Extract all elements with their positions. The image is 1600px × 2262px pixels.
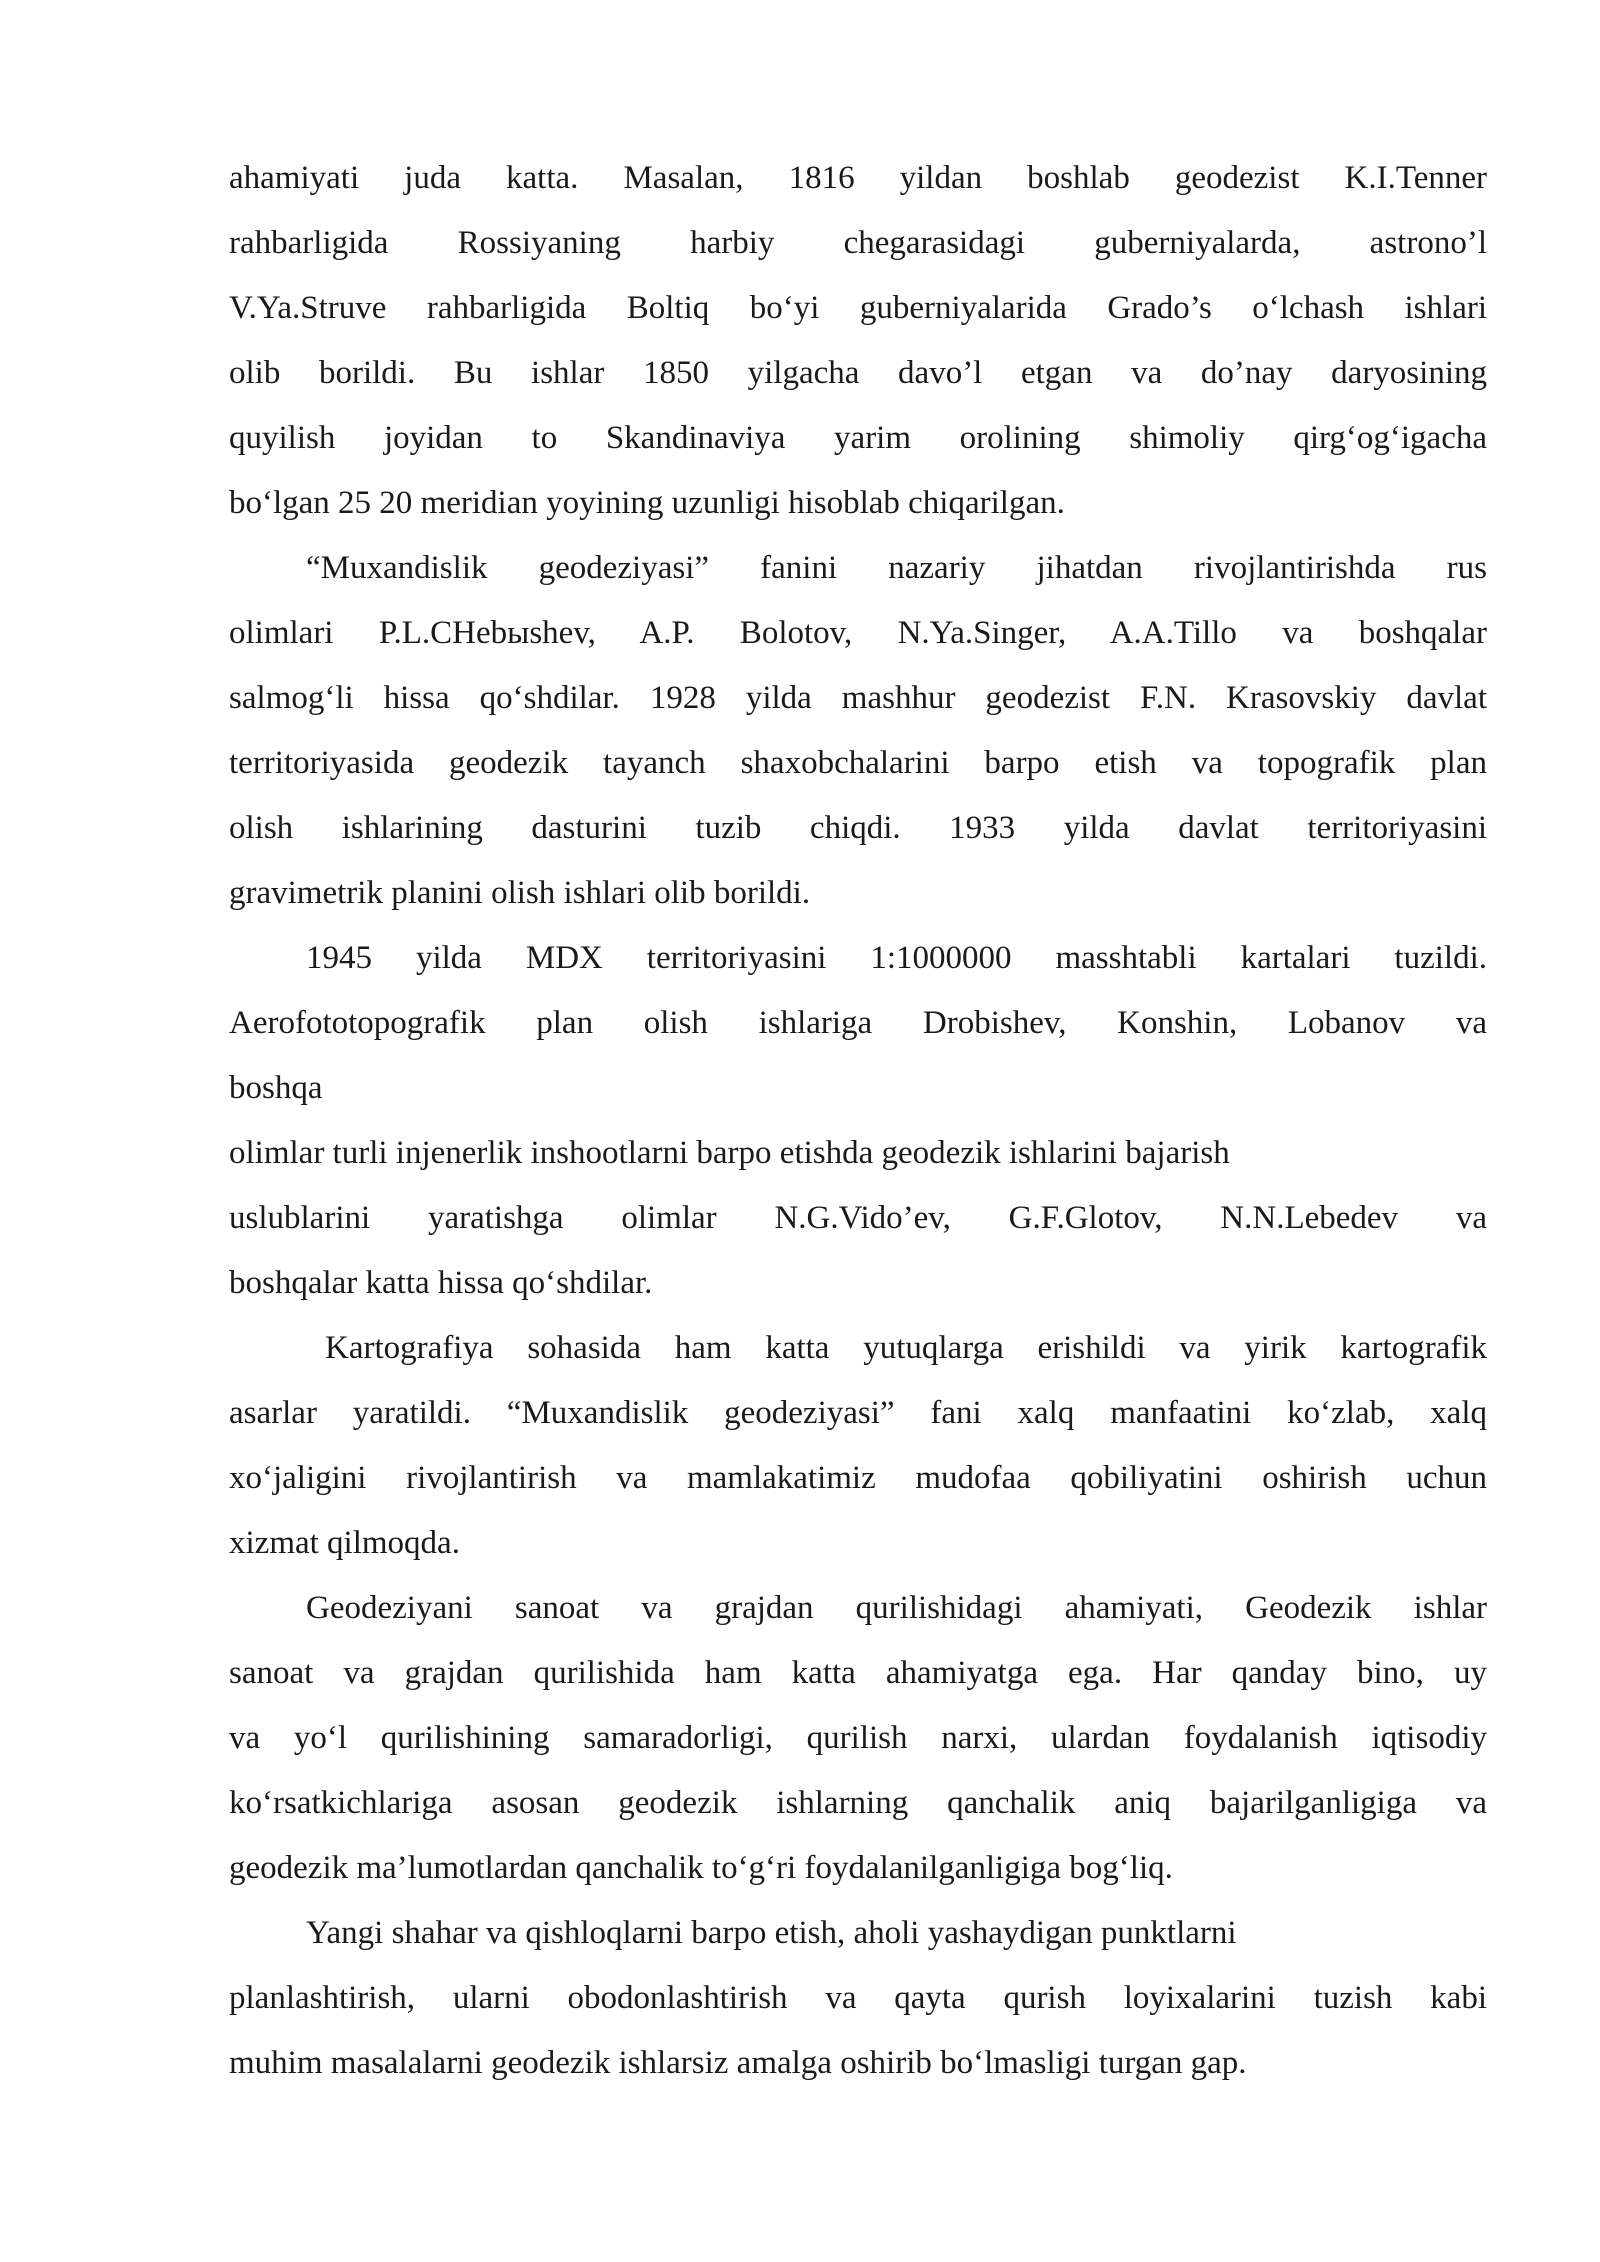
text-line: ko‘rsatkichlariga asosan geodezik ishlarning qanchalik aniq bajarilganligiga va — [229, 1785, 1487, 1821]
text-line: olish ishlarining dasturini tuzib chiqdi. 1933 yilda davlat territoriyasini — [229, 810, 1487, 846]
paragraph — [229, 1121, 1487, 1316]
text-line: olimlari P.L.CHebыshev, A.P. Bolotov, N.Ya.Singer, A.A.Tillo va boshqalar — [229, 615, 1487, 651]
paragraph — [229, 1316, 1487, 1576]
text-line: gravimetrik planini olish ishlari olib borildi. — [229, 875, 811, 911]
text-line: geodezik ma’lumotlardan qanchalik to‘g‘ri foydalanilganligiga bog‘liq. — [229, 1850, 1173, 1886]
text-line: quyilish joyidan to Skandinaviya yarim orolining shimoliy qirg‘og‘igacha — [229, 420, 1487, 456]
paragraph — [229, 1901, 1487, 2096]
text-line: muhim masalalarni geodezik ishlarsiz amalga oshirib bo‘lmasligi turgan gap. — [229, 2045, 1247, 2081]
text-line: boshqalar katta hissa qo‘shdilar. — [229, 1265, 653, 1301]
text-line: planlashtirish, ularni obodonlashtirish va qayta qurish loyixalarini tuzish kabi — [229, 1980, 1487, 2016]
paragraph — [229, 926, 1487, 1121]
text-line: asarlar yaratildi. “Muxandislik geodeziyasi” fani xalq manfaatini ko‘zlab, xalq — [229, 1395, 1487, 1431]
text-line: va yo‘l qurilishining samaradorligi, qurilish narxi, ulardan foydalanish iqtisodiy — [229, 1720, 1487, 1756]
document-body — [229, 146, 1487, 2096]
text-line: Yangi shahar va qishloqlarni barpo etish, aholi yashaydigan punktlarni — [306, 1915, 1237, 1951]
text-line: uslublarini yaratishga olimlar N.G.Vido’ev, G.F.Glotov, N.N.Lebedev va — [229, 1200, 1487, 1236]
paragraph — [229, 536, 1487, 926]
text-line: salmog‘li hissa qo‘shdilar. 1928 yilda mashhur geodezist F.N. Krasovskiy davlat — [229, 680, 1487, 716]
text-line: 1945 yilda MDX territoriyasini 1:1000000 masshtabli kartalari tuzildi. — [306, 940, 1487, 976]
text-line: Geodeziyani sanoat va grajdan qurilishidagi ahamiyati, Geodezik ishlar — [306, 1590, 1487, 1626]
text-line: ahamiyati juda katta. Masalan, 1816 yildan boshlab geodezist K.I.Tenner — [229, 160, 1487, 196]
text-line: olib borildi. Bu ishlar 1850 yilgacha davo’l etgan va do’nay daryosining — [229, 355, 1487, 391]
text-line: bo‘lgan 25 20 meridian yoyining uzunligi hisoblab chiqarilgan. — [229, 485, 1065, 521]
text-line: “Muxandislik geodeziyasi” fanini nazariy jihatdan rivojlantirishda rus — [306, 550, 1487, 586]
text-line: xizmat qilmoqda. — [229, 1525, 460, 1561]
text-line: Kartografiya sohasida ham katta yutuqlarga erishildi va yirik kartografik — [325, 1330, 1487, 1366]
text-line: boshqa — [229, 1070, 323, 1106]
text-line: territoriyasida geodezik tayanch shaxobchalarini barpo etish va topografik plan — [229, 745, 1487, 781]
text-line: xo‘jaligini rivojlantirish va mamlakatimiz mudofaa qobiliyatini oshirish uchun — [229, 1460, 1487, 1496]
text-line: sanoat va grajdan qurilishida ham katta ahamiyatga ega. Har qanday bino, uy — [229, 1655, 1487, 1691]
text-line: rahbarligida Rossiyaning harbiy chegarasidagi guberniyalarda, astrono’l — [229, 225, 1487, 261]
text-line: olimlar turli injenerlik inshootlarni barpo etishda geodezik ishlarini bajarish — [229, 1135, 1230, 1171]
text-line: V.Ya.Struve rahbarligida Boltiq bo‘yi guberniyalarida Grado’s o‘lchash ishlari — [229, 290, 1487, 326]
paragraph — [229, 1576, 1487, 1901]
paragraph — [229, 146, 1487, 536]
text-line: Aerofototopografik plan olish ishlariga Drobishev, Konshin, Lobanov va — [229, 1005, 1487, 1041]
